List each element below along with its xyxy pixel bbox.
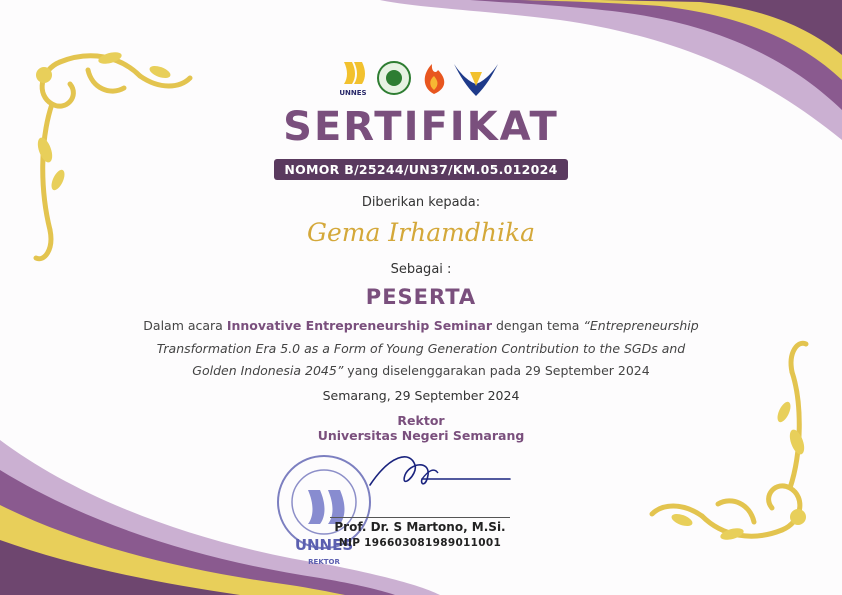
certificate-number-wrap [0,159,842,180]
given-to-label: Diberikan kepada: [361,195,481,210]
body-line-3 [0,363,842,378]
seal-subtext: REKTOR [308,558,340,566]
svg-text:UNNES: UNNES [339,89,367,97]
body-suffix: yang diselenggarakan pada 29 September 2024 [343,363,650,378]
body-prefix: Dalam acara [143,318,227,333]
certificate-number: NOMOR B/25244/UN37/KM.05.012024 [274,159,567,180]
flame-logo [425,64,445,94]
body-mid: dengan tema [491,318,584,333]
participant-role: PESERTA [365,285,477,309]
certificate-title: SERTIFIKAT [283,104,559,150]
signatory-name: Prof. Dr. S Martono, M.Si. [334,520,506,534]
organization-logo [378,62,410,94]
recipient-name: Gema Irhamdhika [306,218,535,247]
theme-part-3: Golden Indonesia 2045” [192,363,344,378]
wing-logo [454,64,498,96]
signatory-nip: NIP 196603081989011001 [338,537,502,549]
body-line-1 [0,318,842,333]
event-name: Innovative Entrepreneurship Seminar [226,318,492,333]
seal-text: UNNES [294,536,354,554]
place-date: Semarang, 29 September 2024 [322,388,520,403]
signature [360,445,520,505]
body-line-2 [0,341,842,356]
logos-row [336,56,506,102]
theme-part-1: “Entrepreneurship [583,318,699,333]
unnes-logo [339,62,366,97]
signatory-institution: Universitas Negeri Semarang [317,428,525,443]
signature-line [330,517,510,518]
theme-part-2: Transformation Era 5.0 as a Form of Young Generation Contribution to the SGDs and [156,341,686,356]
signatory-title [0,413,842,443]
as-label: Sebagai : [390,262,452,277]
signatory-position: Rektor [397,413,445,428]
